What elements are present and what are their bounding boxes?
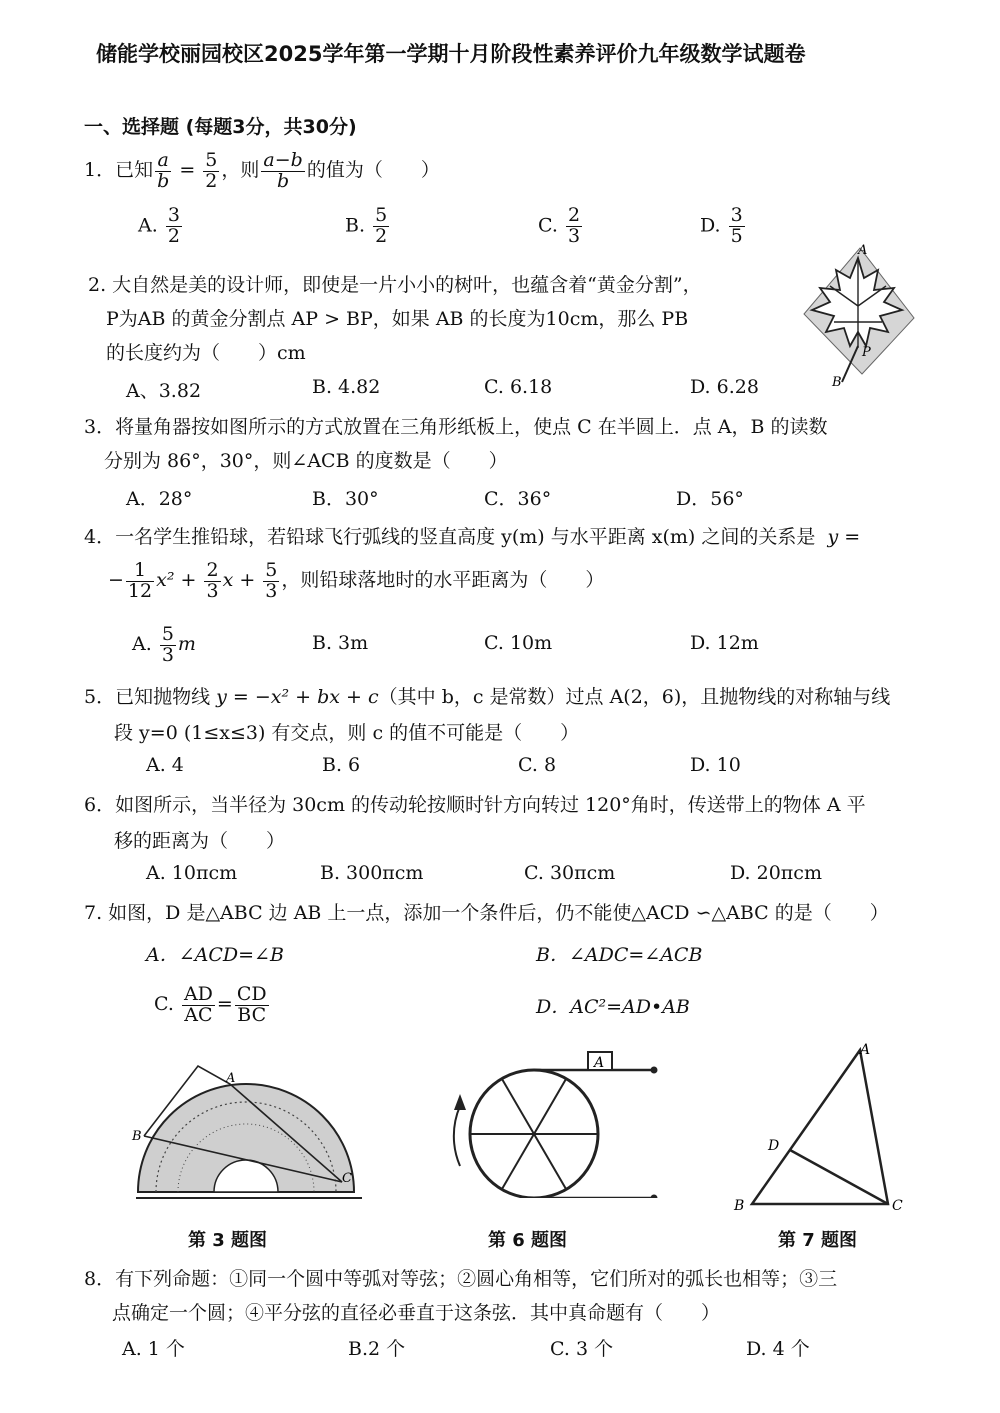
q5-line-2: 段 y=0 (1≤x≤3) 有交点，则 c 的值不可能是（ ）: [114, 722, 580, 744]
q5-line-1: 5．已知抛物线 y = −x² + bx + c（其中 b，c 是常数）过点 A(2，6)，且抛物线的对称轴与线: [84, 686, 891, 708]
q7-option-a: A．∠ACD=∠B: [146, 944, 284, 966]
fig7-segment-cd: [790, 1150, 888, 1204]
fig6-object-label: A: [594, 1055, 605, 1071]
figure-6-caption: 第 6 题图: [488, 1230, 568, 1251]
q7-option-c: C. $\frac{AD}{AC}$ = $\frac{CD}{BC}$: [154, 982, 267, 1026]
leaf-label-a: A: [858, 243, 868, 258]
section-heading: 一、选择题 (每题3分，共30分): [84, 116, 357, 138]
q5-option-d: D. 10: [690, 754, 741, 776]
q2-option-d: D. 6.28: [690, 376, 759, 398]
q2-option-c: C. 6.18: [484, 376, 553, 398]
q3-line-2: 分别为 86°，30°，则∠ACB 的度数是（ ）: [104, 450, 508, 472]
q2-line-3: 的长度约为（ ）cm: [106, 342, 306, 364]
q5-option-b: B. 6: [322, 754, 361, 776]
leaf-label-p: P: [862, 345, 871, 360]
q4-option-d: D. 12m: [690, 632, 759, 654]
q3-option-a: A．28°: [126, 488, 193, 510]
q4-line-2: − $\frac{1}{12}$ x² + $\frac{2}{3}$ x + $\frac{5}{3}$ ，则铅球落地时的水平距离为（ ）: [108, 558, 605, 602]
fig6-belt-end-bottom: [651, 1195, 658, 1199]
q2-option-b: B. 4.82: [312, 376, 381, 398]
q2-option-a: A、3.82: [126, 380, 202, 402]
q4-option-b: B. 3m: [312, 632, 369, 654]
q2-line-2: P为AB 的黄金分割点 AP > BP，如果 AB 的长度为10cm，那么 PB: [106, 308, 689, 330]
figure-3: [128, 1052, 368, 1202]
q3-line-1: 3．将量角器按如图所示的方式放置在三角形纸板上，使点 C 在半圆上．点 A，B 的读数: [84, 416, 828, 438]
q8-option-b: B.2 个: [348, 1338, 406, 1360]
fig3-label-a: A: [226, 1071, 236, 1086]
q6-line-1: 6．如图所示，当半径为 30cm 的传动轮按顺时针方向转过 120°角时，传送带上的物体 A 平: [84, 794, 866, 816]
q4-line-1: 4．一名学生推铅球，若铅球飞行弧线的竖直高度 y(m) 与水平距离 x(m) 之间的关系是 y =: [84, 526, 861, 548]
q3-option-c: C．36°: [484, 488, 552, 510]
figure-7: [728, 1038, 918, 1218]
fig7-triangle: [752, 1050, 888, 1204]
fig6-belt-end-top: [651, 1067, 658, 1074]
q7-option-b: B．∠ADC=∠ACB: [536, 944, 703, 966]
q6-option-d: D. 20πcm: [730, 862, 822, 884]
fig6-rotation-arc: [454, 1106, 460, 1166]
q3-option-b: B．30°: [312, 488, 379, 510]
question-1: 1．已知 $\frac{a}{b}$ = $\frac{5}{2}$ ，则 $\frac{a-b}{b}$ 的值为（ ）: [84, 148, 440, 192]
fig3-label-c: C: [342, 1171, 352, 1186]
q8-option-d: D. 4 个: [746, 1338, 810, 1360]
leaf-figure: [782, 236, 922, 396]
page-title: 储能学校丽园校区2025学年第一学期十月阶段性素养评价九年级数学试题卷: [96, 42, 806, 66]
fig7-label-b: B: [734, 1198, 745, 1214]
q1-option-b: B. $\frac{5}{2}$: [345, 204, 388, 247]
q1-option-a: A. $\frac{3}{2}$: [138, 204, 180, 247]
figure-6: [438, 1048, 668, 1198]
q2-line-1: 2. 大自然是美的设计师，即使是一片小小的树叶，也蕴含着“黄金分割”，: [88, 274, 702, 296]
q6-option-c: C. 30πcm: [524, 862, 616, 884]
leaf-label-b: B: [832, 375, 842, 390]
q8-option-c: C. 3 个: [550, 1338, 614, 1360]
q3-option-d: D．56°: [676, 488, 744, 510]
fig7-label-d: D: [768, 1138, 780, 1154]
q7-option-d: D．AC²=AD•AB: [536, 996, 690, 1018]
figure-7-caption: 第 7 题图: [778, 1230, 858, 1251]
fig7-label-c: C: [892, 1198, 903, 1214]
fig6-arrow-icon: [454, 1094, 466, 1110]
figure-3-caption: 第 3 题图: [188, 1230, 268, 1251]
q1-option-d: D. $\frac{3}{5}$: [700, 204, 743, 247]
q7-line-1: 7. 如图，D 是△ABC 边 AB 上一点，添加一个条件后，仍不能使△ACD ∽△ABC 的是（ ）: [84, 902, 889, 924]
q6-option-b: B. 300πcm: [320, 862, 424, 884]
q8-option-a: A. 1 个: [122, 1338, 185, 1360]
q4-option-c: C. 10m: [484, 632, 553, 654]
q8-line-1: 8．有下列命题：①同一个圆中等弧对等弦；②圆心角相等，它们所对的弧长也相等；③三: [84, 1268, 838, 1290]
fig7-label-a: A: [860, 1042, 871, 1058]
q1-option-c: C. $\frac{2}{3}$: [538, 204, 581, 247]
q4-option-a: A. $\frac{5}{3}$ m: [132, 622, 196, 666]
q6-line-2: 移的距离为（ ）: [114, 830, 286, 852]
q5-option-a: A. 4: [146, 754, 184, 776]
q5-option-c: C. 8: [518, 754, 557, 776]
fig3-label-b: B: [132, 1129, 142, 1144]
q8-line-2: 点确定一个圆；④平分弦的直径必垂直于这条弦．其中真命题有（ ）: [112, 1302, 721, 1324]
q6-option-a: A. 10πcm: [146, 862, 238, 884]
